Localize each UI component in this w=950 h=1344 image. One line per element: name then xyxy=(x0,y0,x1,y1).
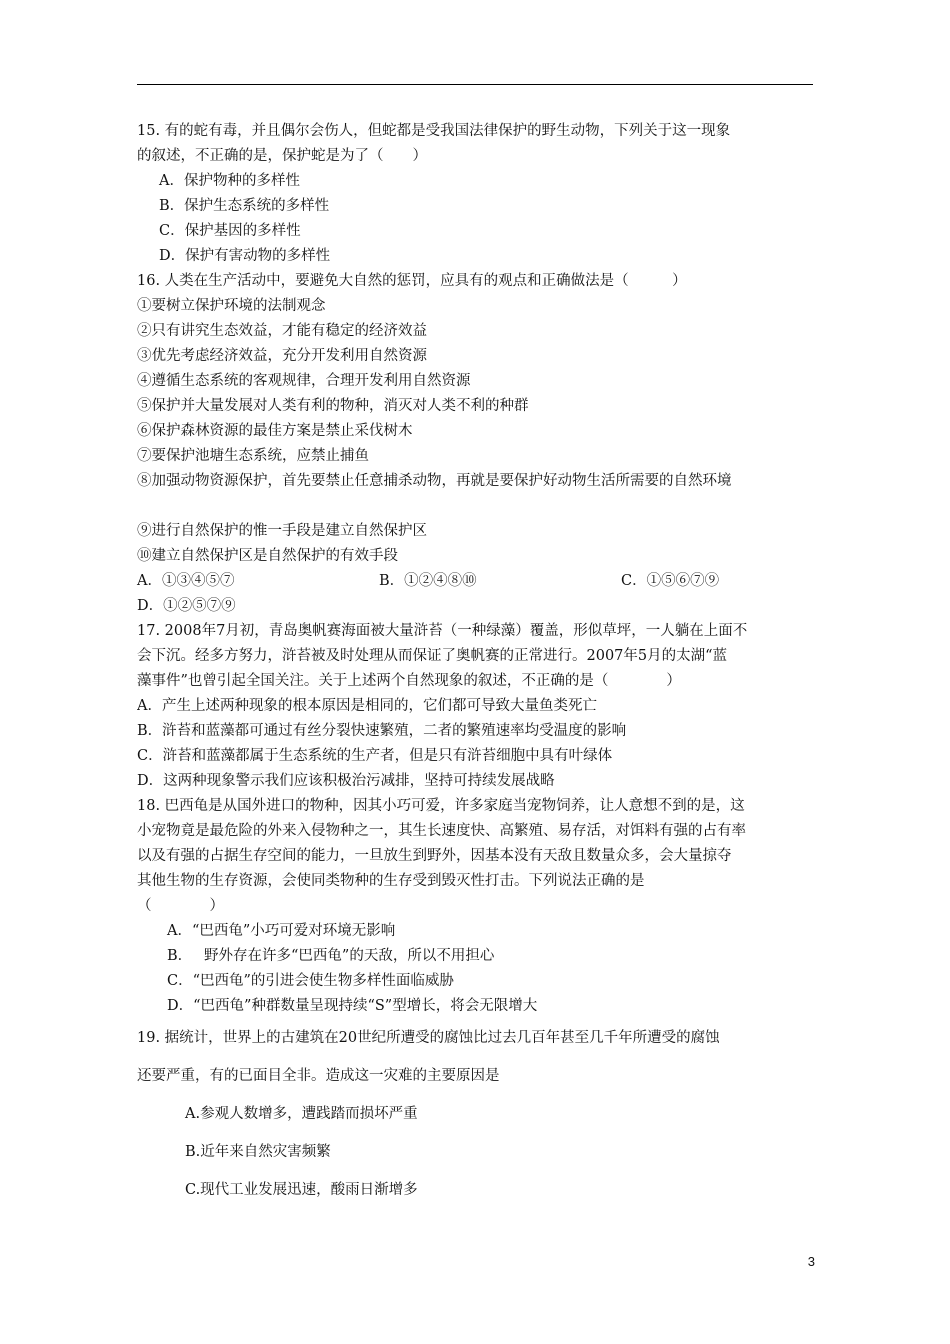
question-stem-line: 16. 人类在生产活动中，要避免大自然的惩罚，应具有的观点和正确做法是（ ） xyxy=(137,273,687,289)
option-b: B．保护生态系统的多样性 xyxy=(159,198,330,214)
question-stem-line: 其他生物的生存资源，会使同类物种的生存受到毁灭性打击。下列说法正确的是 xyxy=(137,873,645,889)
statement-item: ⑦要保护池塘生态系统，应禁止捕鱼 xyxy=(137,448,369,464)
statement-item: ⑩建立自然保护区是自然保护的有效手段 xyxy=(137,548,398,564)
question-19 xyxy=(137,1019,817,1209)
option-c: C．①⑤⑥⑦⑨ xyxy=(621,573,720,589)
option-c: C．“巴西龟”的引进会使生物多样性面临威胁 xyxy=(167,973,454,989)
question-17 xyxy=(137,619,817,794)
page-content xyxy=(137,119,817,1209)
option-c: C.现代工业发展迅速，酸雨日渐增多 xyxy=(185,1182,418,1198)
option-b: B．①②④⑧⑩ xyxy=(379,573,477,589)
question-stem-line: 15. 有的蛇有毒，并且偶尔会伤人，但蛇都是受我国法律保护的野生动物，下列关于这一现象 xyxy=(137,123,731,139)
option-b: B．浒苔和蓝藻都可通过有丝分裂快速繁殖，二者的繁殖速率均受温度的影响 xyxy=(137,723,627,739)
statement-item: ⑧加强动物资源保护，首先要禁止任意捕杀动物，再就是要保护好动物生活所需要的自然环境 xyxy=(137,473,732,489)
statement-item: ①要树立保护环境的法制观念 xyxy=(137,298,326,314)
statement-item: ⑥保护森林资源的最佳方案是禁止采伐树木 xyxy=(137,423,413,439)
question-15 xyxy=(137,119,817,269)
blank-line xyxy=(137,494,817,519)
page-number: 3 xyxy=(807,1254,815,1269)
option-a: A.参观人数增多，遭践踏而损坏严重 xyxy=(185,1106,418,1122)
question-stem-line: 17. 2008年7月初，青岛奥帆赛海面被大量浒苔（一种绿藻）覆盖，形似草坪，一人躺在上面不 xyxy=(137,623,748,639)
statement-item: ②只有讲究生态效益，才能有稳定的经济效益 xyxy=(137,323,427,339)
statement-item: ④遵循生态系统的客观规律，合理开发利用自然资源 xyxy=(137,373,471,389)
question-16 xyxy=(137,269,817,619)
question-stem-line: 藻事件”也曾引起全国关注。关于上述两个自然现象的叙述，不正确的是（ ） xyxy=(137,673,681,689)
option-d: D．这两种现象警示我们应该积极治污减排，坚持可持续发展战略 xyxy=(137,773,555,789)
question-stem-line: 的叙述，不正确的是，保护蛇是为了（ ） xyxy=(137,148,427,164)
statement-item: ③优先考虑经济效益，充分开发利用自然资源 xyxy=(137,348,427,364)
option-b: B.近年来自然灾害频繁 xyxy=(185,1144,331,1160)
question-stem-line: 19. 据统计，世界上的古建筑在20世纪所遭受的腐蚀比过去几百年甚至几千年所遭受的腐蚀 xyxy=(137,1030,720,1046)
option-d: D．保护有害动物的多样性 xyxy=(159,248,331,264)
question-stem-line: 会下沉。经多方努力，浒苔被及时处理从而保证了奥帆赛的正常进行。2007年5月的太湖“蓝 xyxy=(137,648,728,664)
option-a: A．保护物种的多样性 xyxy=(159,173,300,189)
option-d: D．“巴西龟”种群数量呈现持续“S”型增长，将会无限增大 xyxy=(167,998,538,1014)
option-a: A．“巴西龟”小巧可爱对环境无影响 xyxy=(167,923,396,939)
header-rule xyxy=(137,84,813,85)
question-stem-line: 还要严重，有的已面目全非。造成这一灾难的主要原因是 xyxy=(137,1068,500,1084)
option-c: C．浒苔和蓝藻都属于生态系统的生产者，但是只有浒苔细胞中具有叶绿体 xyxy=(137,748,613,764)
option-c: C．保护基因的多样性 xyxy=(159,223,301,239)
option-a: A．产生上述两种现象的根本原因是相同的，它们都可导致大量鱼类死亡 xyxy=(137,698,597,714)
question-stem-line: 小宠物竟是最危险的外来入侵物种之一，其生长速度快、高繁殖、易存活，对饵料有强的占有率 xyxy=(137,823,746,839)
question-stem-line: 18. 巴西龟是从国外进口的物种，因其小巧可爱，许多家庭当宠物饲养，让人意想不到的是，这 xyxy=(137,798,745,814)
statement-item: ⑤保护并大量发展对人类有利的物种，消灭对人类不利的种群 xyxy=(137,398,529,414)
option-d: D．①②⑤⑦⑨ xyxy=(137,598,236,614)
options-row xyxy=(137,569,817,594)
option-b: B． 野外存在许多“巴西龟”的天敌，所以不用担心 xyxy=(167,948,495,964)
statement-item: ⑨进行自然保护的惟一手段是建立自然保护区 xyxy=(137,523,427,539)
answer-blank: （ ） xyxy=(137,898,224,914)
question-18 xyxy=(137,794,817,1019)
question-stem-line: 以及有强的占据生存空间的能力，一旦放生到野外，因基本没有天敌且数量众多，会大量掠夺 xyxy=(137,848,732,864)
option-a: A．①③④⑤⑦ xyxy=(137,573,235,589)
